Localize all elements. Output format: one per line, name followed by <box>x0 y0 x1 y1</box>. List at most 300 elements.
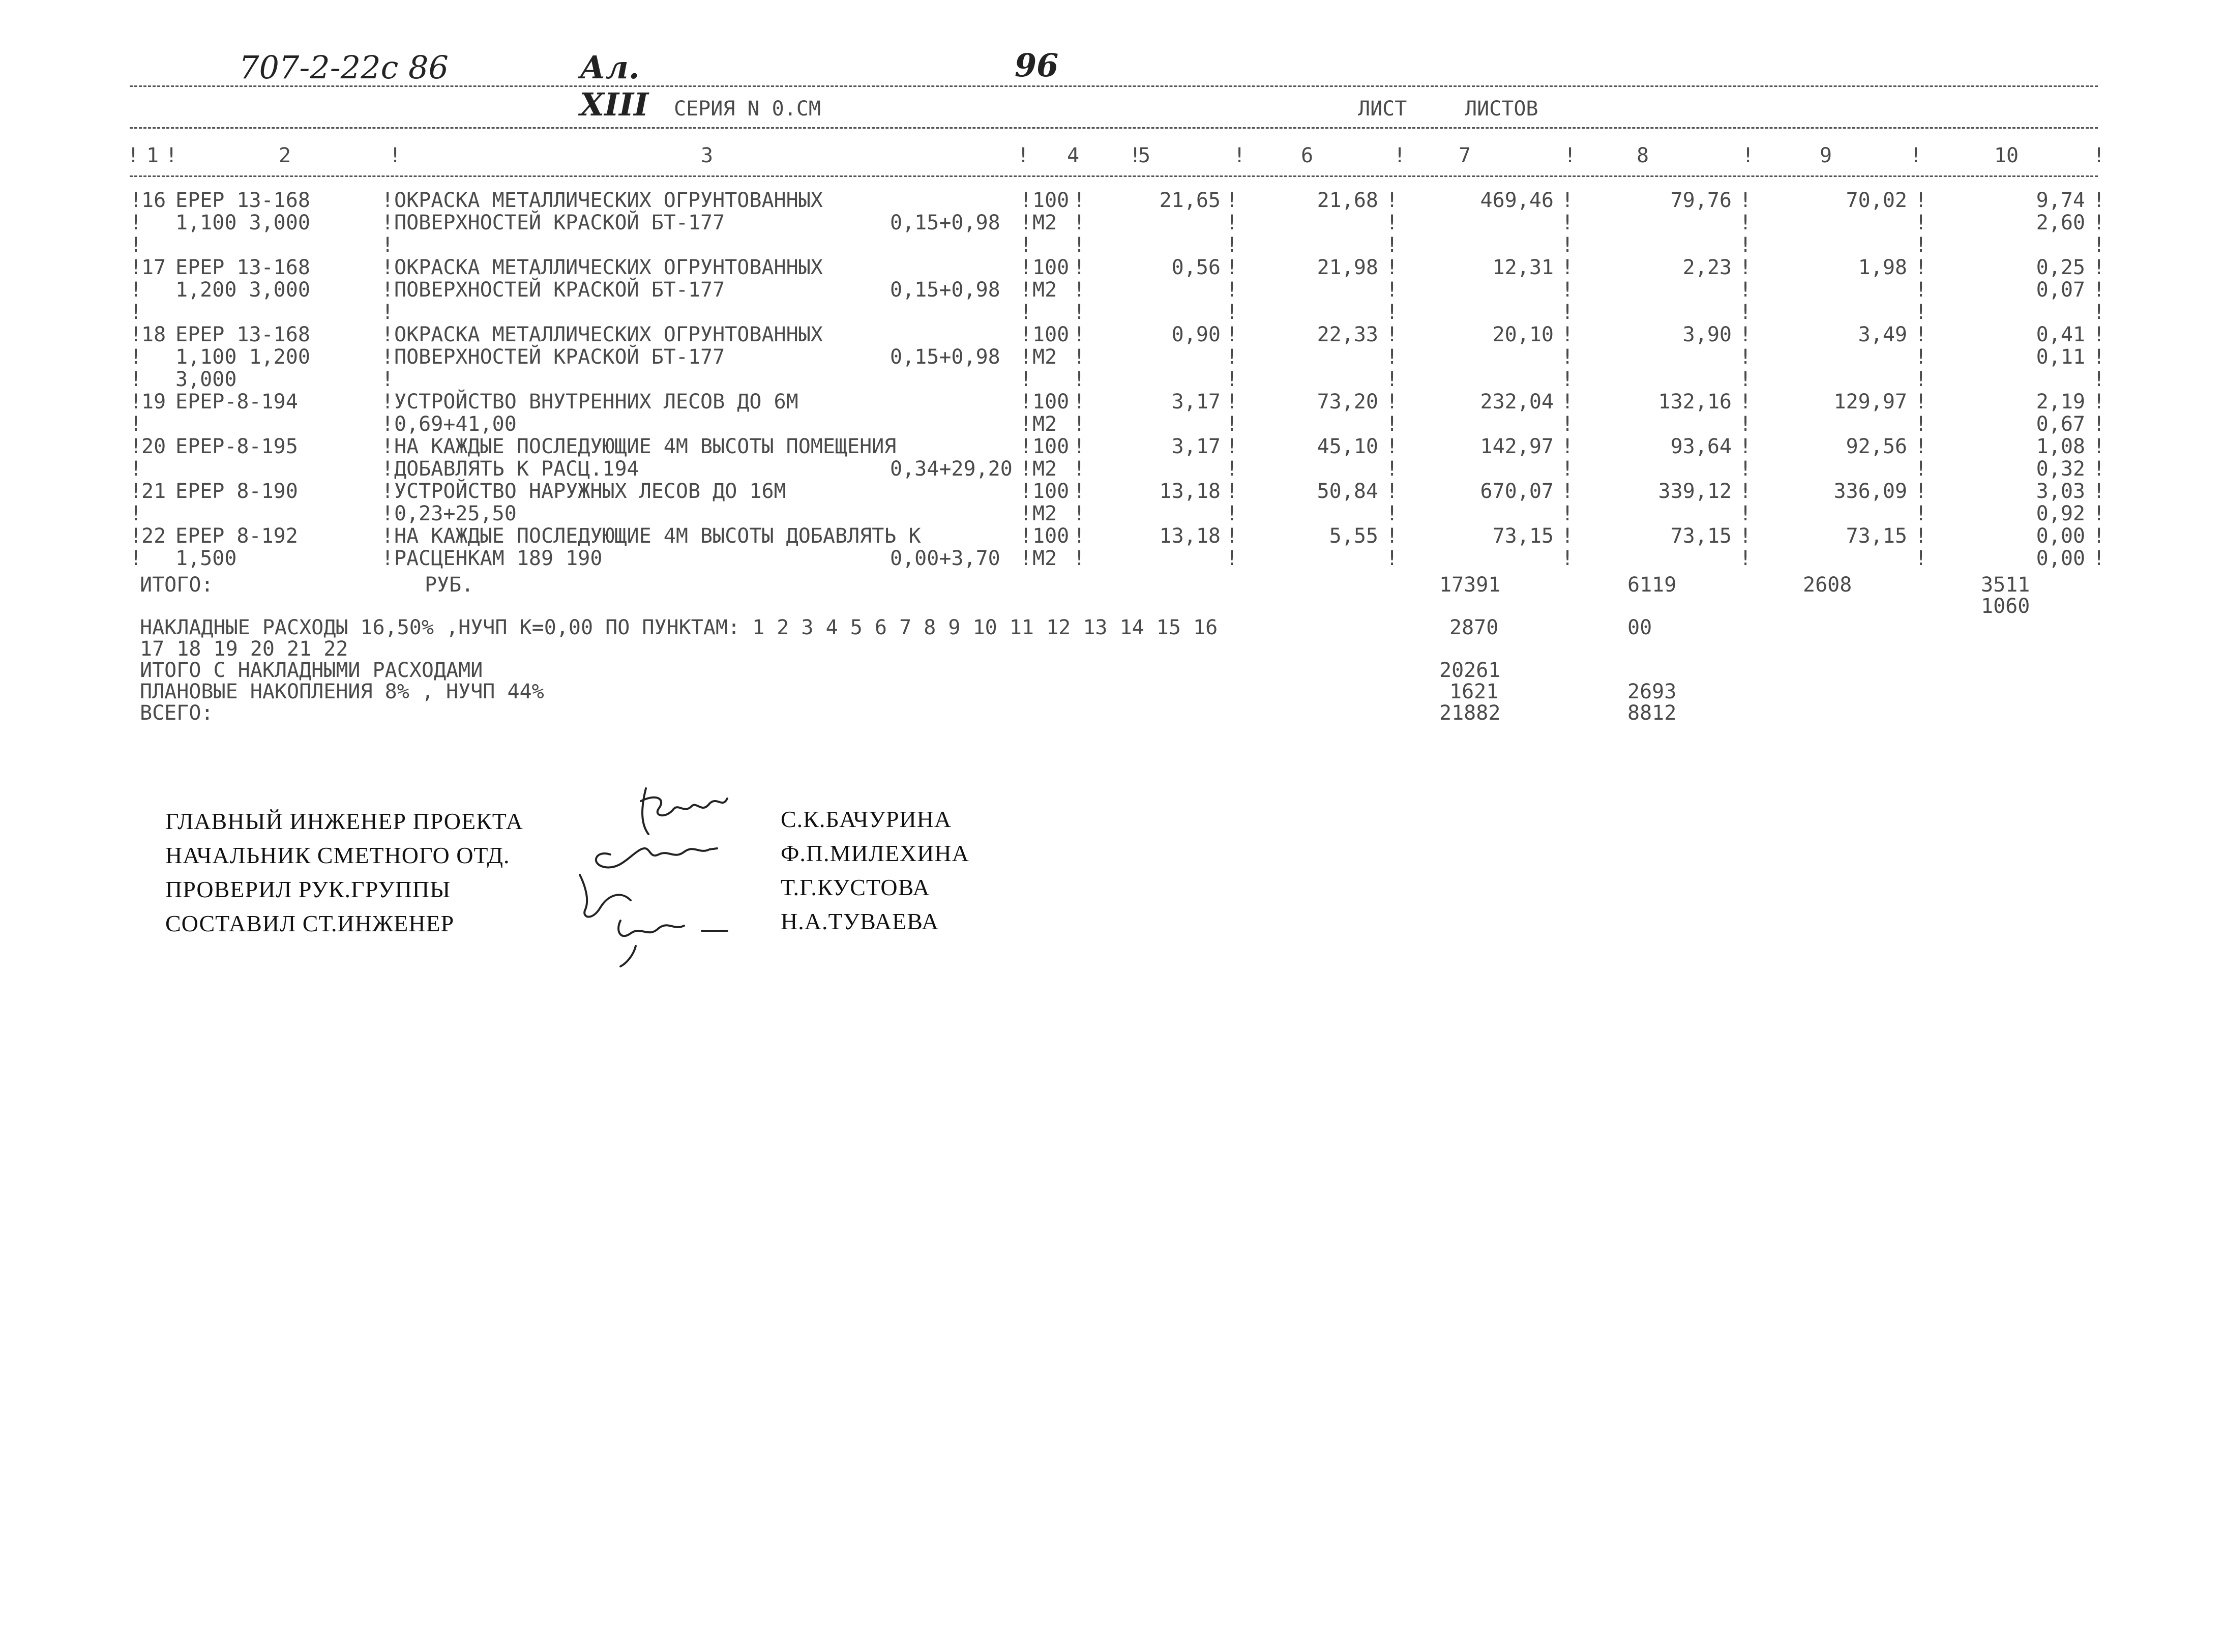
row-separator: ! <box>1915 345 1928 369</box>
row-separator: ! <box>1915 256 1928 279</box>
col6-value: 21,98 <box>1317 256 1378 279</box>
unit-qty: 100 <box>1032 189 1070 212</box>
row-separator: ! <box>2093 189 2106 212</box>
unit-measure: М2 <box>1032 457 1057 481</box>
rate-code: ЕРЕР 13-168 <box>175 189 310 212</box>
col8-value: 93,64 <box>1670 435 1732 458</box>
column-separator: ! <box>165 144 178 167</box>
work-description-2: ПОВЕРХНОСТЕЙ КРАСКОЙ БТ-177 <box>394 211 725 234</box>
col10-value-2: 0,11 <box>2036 345 2085 369</box>
unit-qty: 100 <box>1032 323 1070 346</box>
row-separator: ! <box>1915 524 1928 548</box>
row-separator: ! <box>1915 480 1928 503</box>
total-label: ВСЕГО: <box>140 701 214 725</box>
row-separator: ! <box>1386 547 1399 570</box>
row-separator: ! <box>1386 345 1399 369</box>
row-separator: ! <box>130 233 142 257</box>
work-description: НА КАЖДЫЕ ПОСЛЕДУЮЩИЕ 4М ВЫСОТЫ ПОМЕЩЕНИЯ <box>394 435 897 458</box>
rate-code: ЕРЕР-8-195 <box>175 435 298 458</box>
row-separator: ! <box>381 480 394 503</box>
row-separator: ! <box>130 547 142 570</box>
row-separator: ! <box>2093 457 2106 481</box>
work-description: НА КАЖДЫЕ ПОСЛЕДУЮЩИЕ 4М ВЫСОТЫ ДОБАВЛЯТЬ К <box>394 524 921 548</box>
sig-name-3: Т.Г.КУСТОВА <box>781 874 930 900</box>
col9-value: 129,97 <box>1833 390 1907 414</box>
row-separator: ! <box>1226 480 1238 503</box>
rate-code: ЕРЕР 13-168 <box>175 323 310 346</box>
row-separator: ! <box>2093 435 2106 458</box>
sig-role-3: ПРОВЕРИЛ РУК.ГРУППЫ <box>165 876 451 902</box>
unit-qty: 100 <box>1032 390 1070 414</box>
row-separator: ! <box>1073 301 1086 324</box>
row-separator: ! <box>130 457 142 481</box>
row-separator: ! <box>1073 278 1086 302</box>
unit-qty: 100 <box>1032 256 1070 279</box>
row-separator: ! <box>1739 502 1752 525</box>
row-separator: ! <box>2093 524 2106 548</box>
unit-measure: М2 <box>1032 345 1057 369</box>
column-separator: ! <box>1129 144 1142 167</box>
column-number-4: 4 <box>1066 144 1080 167</box>
work-description: УСТРОЙСТВО ВНУТРЕННИХ ЛЕСОВ ДО 6М <box>394 390 798 414</box>
row-separator: ! <box>1739 278 1752 302</box>
row-separator: ! <box>381 368 394 391</box>
col5-value: 0,56 <box>1171 256 1221 279</box>
row-separator: ! <box>381 211 394 234</box>
col10-value-2: 2,60 <box>2036 211 2085 234</box>
work-description-2: 0,69+41,00 <box>394 412 517 436</box>
row-separator: ! <box>1915 435 1928 458</box>
row-separator: ! <box>381 524 394 548</box>
itogo-col8: 6119 <box>1627 573 1677 597</box>
sig-role-2: НАЧАЛЬНИК СМЕТНОГО ОТД. <box>165 842 510 868</box>
column-number-8: 8 <box>1636 144 1649 167</box>
row-separator: ! <box>1226 189 1238 212</box>
row-separator: ! <box>1226 435 1238 458</box>
row-separator: ! <box>1561 435 1574 458</box>
col10-value-2: 0,07 <box>2036 278 2085 302</box>
row-separator: ! <box>1561 345 1574 369</box>
row-separator: ! <box>2093 390 2106 414</box>
row-separator: ! <box>1226 547 1238 570</box>
row-separator: ! <box>1739 368 1752 391</box>
col5-value: 13,18 <box>1159 524 1221 548</box>
row-separator: ! <box>381 457 394 481</box>
row-separator: ! <box>1073 189 1086 212</box>
row-separator: ! <box>1739 301 1752 324</box>
row-separator: ! <box>1386 256 1399 279</box>
row-separator: ! <box>130 368 142 391</box>
row-separator: ! <box>1020 480 1032 503</box>
page-number: 96 <box>1015 47 1059 84</box>
row-separator: ! <box>1386 524 1399 548</box>
row-separator: ! <box>1020 233 1032 257</box>
row-separator: ! <box>1073 323 1086 346</box>
row-separator: ! <box>1073 368 1086 391</box>
row-separator: ! <box>1073 524 1086 548</box>
row-separator: ! <box>1226 323 1238 346</box>
row-separator: ! <box>1739 412 1752 436</box>
row-separator: ! <box>1561 233 1574 257</box>
column-number-5: 5 <box>1138 144 1151 167</box>
row-number: 18 <box>141 323 166 346</box>
row-separator: ! <box>381 390 394 414</box>
row-separator: ! <box>1915 301 1928 324</box>
col9-value: 1,98 <box>1858 256 1907 279</box>
with-overhead-label: ИТОГО С НАКЛАДНЫМИ РАСХОДАМИ <box>140 659 483 682</box>
row-separator: ! <box>2093 480 2106 503</box>
row-separator: ! <box>1386 390 1399 414</box>
sheet-label: ЛИСТ <box>1358 97 1407 121</box>
row-number: 20 <box>141 435 166 458</box>
row-separator: ! <box>1739 233 1752 257</box>
row-separator: ! <box>130 301 142 324</box>
col9-value: 92,56 <box>1846 435 1907 458</box>
row-separator: ! <box>1561 502 1574 525</box>
sig-name-4: Н.А.ТУВАЕВА <box>781 908 939 934</box>
sig-role-1: ГЛАВНЫЙ ИНЖЕНЕР ПРОЕКТА <box>165 808 523 834</box>
work-description-2: 0,23+25,50 <box>394 502 517 525</box>
row-separator: ! <box>2093 256 2106 279</box>
row-separator: ! <box>1561 547 1574 570</box>
row-separator: ! <box>1226 301 1238 324</box>
unit-qty: 100 <box>1032 524 1070 548</box>
planned-col8: 2693 <box>1627 680 1677 703</box>
row-separator: ! <box>1226 412 1238 436</box>
row-separator: ! <box>1020 368 1032 391</box>
col9-value: 336,09 <box>1833 480 1907 503</box>
row-separator: ! <box>1020 278 1032 302</box>
row-separator: ! <box>1739 345 1752 369</box>
row-separator: ! <box>1561 278 1574 302</box>
col10-value: 3,03 <box>2036 480 2085 503</box>
row-separator: ! <box>1561 211 1574 234</box>
row-separator: ! <box>1739 480 1752 503</box>
row-separator: ! <box>130 189 142 212</box>
column-separator: ! <box>1564 144 1577 167</box>
price-formula: 0,15+0,98 <box>890 345 1000 369</box>
row-separator: ! <box>1226 390 1238 414</box>
row-separator: ! <box>2093 323 2106 346</box>
row-separator: ! <box>1386 211 1399 234</box>
column-number-9: 9 <box>1819 144 1832 167</box>
row-separator: ! <box>2093 211 2106 234</box>
row-separator: ! <box>1020 301 1032 324</box>
row-separator: ! <box>1020 457 1032 481</box>
rate-code: ЕРЕР-8-194 <box>175 390 298 414</box>
rate-code-coef-2: 3,000 <box>175 368 237 391</box>
row-separator: ! <box>1915 412 1928 436</box>
col10-value: 2,19 <box>2036 390 2085 414</box>
col5-value: 3,17 <box>1171 390 1221 414</box>
col7-value: 232,04 <box>1480 390 1554 414</box>
col6-value: 21,68 <box>1317 189 1378 212</box>
column-separator: ! <box>2093 144 2106 167</box>
row-separator: ! <box>130 412 142 436</box>
column-separator: ! <box>389 144 402 167</box>
row-separator: ! <box>1386 480 1399 503</box>
row-separator: ! <box>1386 301 1399 324</box>
row-separator: ! <box>1915 502 1928 525</box>
planned-col7: 1621 <box>1449 680 1499 703</box>
rate-code-coef: 1,100 1,200 <box>175 345 310 369</box>
row-separator: ! <box>1386 233 1399 257</box>
col8-value: 339,12 <box>1658 480 1732 503</box>
columns-top-rule <box>130 127 2098 129</box>
row-separator: ! <box>1561 189 1574 212</box>
total-col8: 8812 <box>1627 701 1677 725</box>
row-separator: ! <box>1386 323 1399 346</box>
row-separator: ! <box>381 345 394 369</box>
row-separator: ! <box>1739 323 1752 346</box>
row-separator: ! <box>2093 502 2106 525</box>
row-separator: ! <box>1561 480 1574 503</box>
row-separator: ! <box>1226 457 1238 481</box>
row-separator: ! <box>2093 547 2106 570</box>
rub-label: РУБ. <box>425 573 474 597</box>
row-separator: ! <box>1386 368 1399 391</box>
row-separator: ! <box>1739 256 1752 279</box>
row-separator: ! <box>1020 345 1032 369</box>
row-separator: ! <box>1915 457 1928 481</box>
column-separator: ! <box>1742 144 1755 167</box>
column-separator: ! <box>127 144 140 167</box>
itogo-col7: 17391 <box>1439 573 1501 597</box>
row-separator: ! <box>1386 189 1399 212</box>
unit-measure: М2 <box>1032 278 1057 302</box>
row-separator: ! <box>1226 502 1238 525</box>
col10-value: 0,00 <box>2036 524 2085 548</box>
row-separator: ! <box>1073 412 1086 436</box>
row-separator: ! <box>1915 323 1928 346</box>
row-separator: ! <box>1226 233 1238 257</box>
row-separator: ! <box>381 502 394 525</box>
rate-code-coef: 1,100 3,000 <box>175 211 310 234</box>
itogo-col9: 2608 <box>1803 573 1852 597</box>
overhead-col8: 00 <box>1627 616 1652 639</box>
row-separator: ! <box>1561 256 1574 279</box>
row-separator: ! <box>130 390 142 414</box>
col10-value: 0,41 <box>2036 323 2085 346</box>
row-separator: ! <box>1561 301 1574 324</box>
row-separator: ! <box>1915 189 1928 212</box>
row-separator: ! <box>1739 390 1752 414</box>
row-separator: ! <box>1020 412 1032 436</box>
row-separator: ! <box>1020 256 1032 279</box>
column-number-7: 7 <box>1458 144 1471 167</box>
row-separator: ! <box>1073 547 1086 570</box>
header-rule <box>130 85 2098 87</box>
row-separator: ! <box>130 323 142 346</box>
planned-label: ПЛАНОВЫЕ НАКОПЛЕНИЯ 8% , НУЧП 44% <box>140 680 544 703</box>
col7-value: 12,31 <box>1492 256 1554 279</box>
work-description-2: ПОВЕРХНОСТЕЙ КРАСКОЙ БТ-177 <box>394 278 725 302</box>
column-separator: ! <box>1233 144 1246 167</box>
row-separator: ! <box>2093 412 2106 436</box>
col9-value: 3,49 <box>1858 323 1907 346</box>
row-separator: ! <box>2093 368 2106 391</box>
row-separator: ! <box>1739 524 1752 548</box>
itogo-col10b: 1060 <box>1981 595 2030 618</box>
col7-value: 20,10 <box>1492 323 1554 346</box>
row-separator: ! <box>1915 233 1928 257</box>
row-separator: ! <box>1073 435 1086 458</box>
row-separator: ! <box>1226 345 1238 369</box>
work-description: УСТРОЙСТВО НАРУЖНЫХ ЛЕСОВ ДО 16М <box>394 480 786 503</box>
col10-value: 1,08 <box>2036 435 2085 458</box>
col8-value: 2,23 <box>1682 256 1732 279</box>
col7-value: 670,07 <box>1480 480 1554 503</box>
row-separator: ! <box>1226 256 1238 279</box>
row-separator: ! <box>1915 368 1928 391</box>
row-separator: ! <box>130 256 142 279</box>
row-separator: ! <box>1226 278 1238 302</box>
row-separator: ! <box>1561 524 1574 548</box>
row-separator: ! <box>1915 547 1928 570</box>
row-separator: ! <box>381 412 394 436</box>
col10-value-2: 0,00 <box>2036 547 2085 570</box>
row-separator: ! <box>1386 412 1399 436</box>
row-separator: ! <box>1739 547 1752 570</box>
columns-bottom-rule <box>130 175 2098 177</box>
unit-measure: М2 <box>1032 502 1057 525</box>
row-separator: ! <box>2093 345 2106 369</box>
row-separator: ! <box>130 211 142 234</box>
row-number: 21 <box>141 480 166 503</box>
row-separator: ! <box>1561 412 1574 436</box>
work-description-2: РАСЦЕНКАМ 189 190 <box>394 547 603 570</box>
row-number: 22 <box>141 524 166 548</box>
row-separator: ! <box>381 278 394 302</box>
handwritten-signatures <box>565 778 778 971</box>
sheets-label: ЛИСТОВ <box>1465 97 1538 121</box>
row-separator: ! <box>1386 457 1399 481</box>
col8-value: 132,16 <box>1658 390 1732 414</box>
column-separator: ! <box>1910 144 1922 167</box>
row-separator: ! <box>1915 390 1928 414</box>
col10-value: 0,25 <box>2036 256 2085 279</box>
rate-code: ЕРЕР 8-192 <box>175 524 298 548</box>
sig-role-4: СОСТАВИЛ СТ.ИНЖЕНЕР <box>165 910 455 936</box>
col8-value: 79,76 <box>1670 189 1732 212</box>
series-label: СЕРИЯ N 0.СМ <box>674 97 821 121</box>
row-separator: ! <box>1073 211 1086 234</box>
row-separator: ! <box>1561 368 1574 391</box>
row-separator: ! <box>1226 211 1238 234</box>
rate-code: ЕРЕР 8-190 <box>175 480 298 503</box>
col10-value-2: 0,32 <box>2036 457 2085 481</box>
col9-value: 73,15 <box>1846 524 1907 548</box>
column-number-10: 10 <box>1994 144 2019 167</box>
col10-value: 9,74 <box>2036 189 2085 212</box>
price-formula: 0,00+3,70 <box>890 547 1000 570</box>
sig-name-1: С.К.БАЧУРИНА <box>781 806 952 832</box>
col6-value: 5,55 <box>1329 524 1378 548</box>
unit-measure: М2 <box>1032 547 1057 570</box>
row-separator: ! <box>1020 323 1032 346</box>
row-separator: ! <box>130 278 142 302</box>
row-separator: ! <box>1226 368 1238 391</box>
row-separator: ! <box>1020 502 1032 525</box>
sig-name-2: Ф.П.МИЛЕХИНА <box>781 840 969 866</box>
column-number-3: 3 <box>700 144 714 167</box>
overhead-col7: 2870 <box>1449 616 1499 639</box>
total-col7: 21882 <box>1439 701 1501 725</box>
row-separator: ! <box>2093 301 2106 324</box>
price-formula: 0,34+29,20 <box>890 457 1013 481</box>
row-separator: ! <box>1073 480 1086 503</box>
column-separator: ! <box>1394 144 1406 167</box>
column-number-2: 2 <box>278 144 291 167</box>
column-separator: ! <box>1017 144 1030 167</box>
rate-code-coef: 1,500 <box>175 547 237 570</box>
col10-value-2: 0,92 <box>2036 502 2085 525</box>
itogo-label: ИТОГО: <box>140 573 214 597</box>
row-separator: ! <box>1386 435 1399 458</box>
overhead-label-2: 17 18 19 20 21 22 <box>140 637 348 661</box>
album-number: Ал. XIII <box>580 49 649 123</box>
row-separator: ! <box>2093 278 2106 302</box>
col5-value: 0,90 <box>1171 323 1221 346</box>
col9-value: 70,02 <box>1846 189 1907 212</box>
row-separator: ! <box>381 435 394 458</box>
row-separator: ! <box>381 233 394 257</box>
row-separator: ! <box>381 256 394 279</box>
row-separator: ! <box>1020 547 1032 570</box>
price-formula: 0,15+0,98 <box>890 211 1000 234</box>
col6-value: 45,10 <box>1317 435 1378 458</box>
col10-value-2: 0,67 <box>2036 412 2085 436</box>
row-separator: ! <box>1739 457 1752 481</box>
row-separator: ! <box>1915 278 1928 302</box>
col7-value: 469,46 <box>1480 189 1554 212</box>
unit-qty: 100 <box>1032 480 1070 503</box>
row-separator: ! <box>1739 435 1752 458</box>
row-separator: ! <box>1739 189 1752 212</box>
col7-value: 142,97 <box>1480 435 1554 458</box>
row-separator: ! <box>1915 211 1928 234</box>
work-description-2: ДОБАВЛЯТЬ К РАСЦ.194 <box>394 457 639 481</box>
itogo-col10a: 3511 <box>1981 573 2030 597</box>
col6-value: 73,20 <box>1317 390 1378 414</box>
row-separator: ! <box>1386 502 1399 525</box>
row-separator: ! <box>1020 211 1032 234</box>
column-number-1: 1 <box>146 144 159 167</box>
row-number: 16 <box>141 189 166 212</box>
col6-value: 22,33 <box>1317 323 1378 346</box>
col6-value: 50,84 <box>1317 480 1378 503</box>
with-overhead-col7: 20261 <box>1439 659 1501 682</box>
overhead-label: НАКЛАДНЫЕ РАСХОДЫ 16,50% ,НУЧП К=0,00 ПО ПУНКТАМ: 1 2 3 4 5 6 7 8 9 10 11 12 13 14 15 16 <box>140 616 1218 639</box>
work-description: ОКРАСКА МЕТАЛЛИЧЕСКИХ ОГРУНТОВАННЫХ <box>394 189 823 212</box>
row-number: 19 <box>141 390 166 414</box>
row-separator: ! <box>1073 256 1086 279</box>
col7-value: 73,15 <box>1492 524 1554 548</box>
rate-code-coef: 1,200 3,000 <box>175 278 310 302</box>
unit-qty: 100 <box>1032 435 1070 458</box>
row-separator: ! <box>1561 390 1574 414</box>
row-separator: ! <box>1226 524 1238 548</box>
col5-value: 3,17 <box>1171 435 1221 458</box>
col5-value: 13,18 <box>1159 480 1221 503</box>
row-separator: ! <box>1073 390 1086 414</box>
row-separator: ! <box>130 502 142 525</box>
unit-measure: М2 <box>1032 412 1057 436</box>
row-separator: ! <box>130 480 142 503</box>
row-separator: ! <box>130 435 142 458</box>
work-description: ОКРАСКА МЕТАЛЛИЧЕСКИХ ОГРУНТОВАННЫХ <box>394 256 823 279</box>
row-separator: ! <box>1386 278 1399 302</box>
